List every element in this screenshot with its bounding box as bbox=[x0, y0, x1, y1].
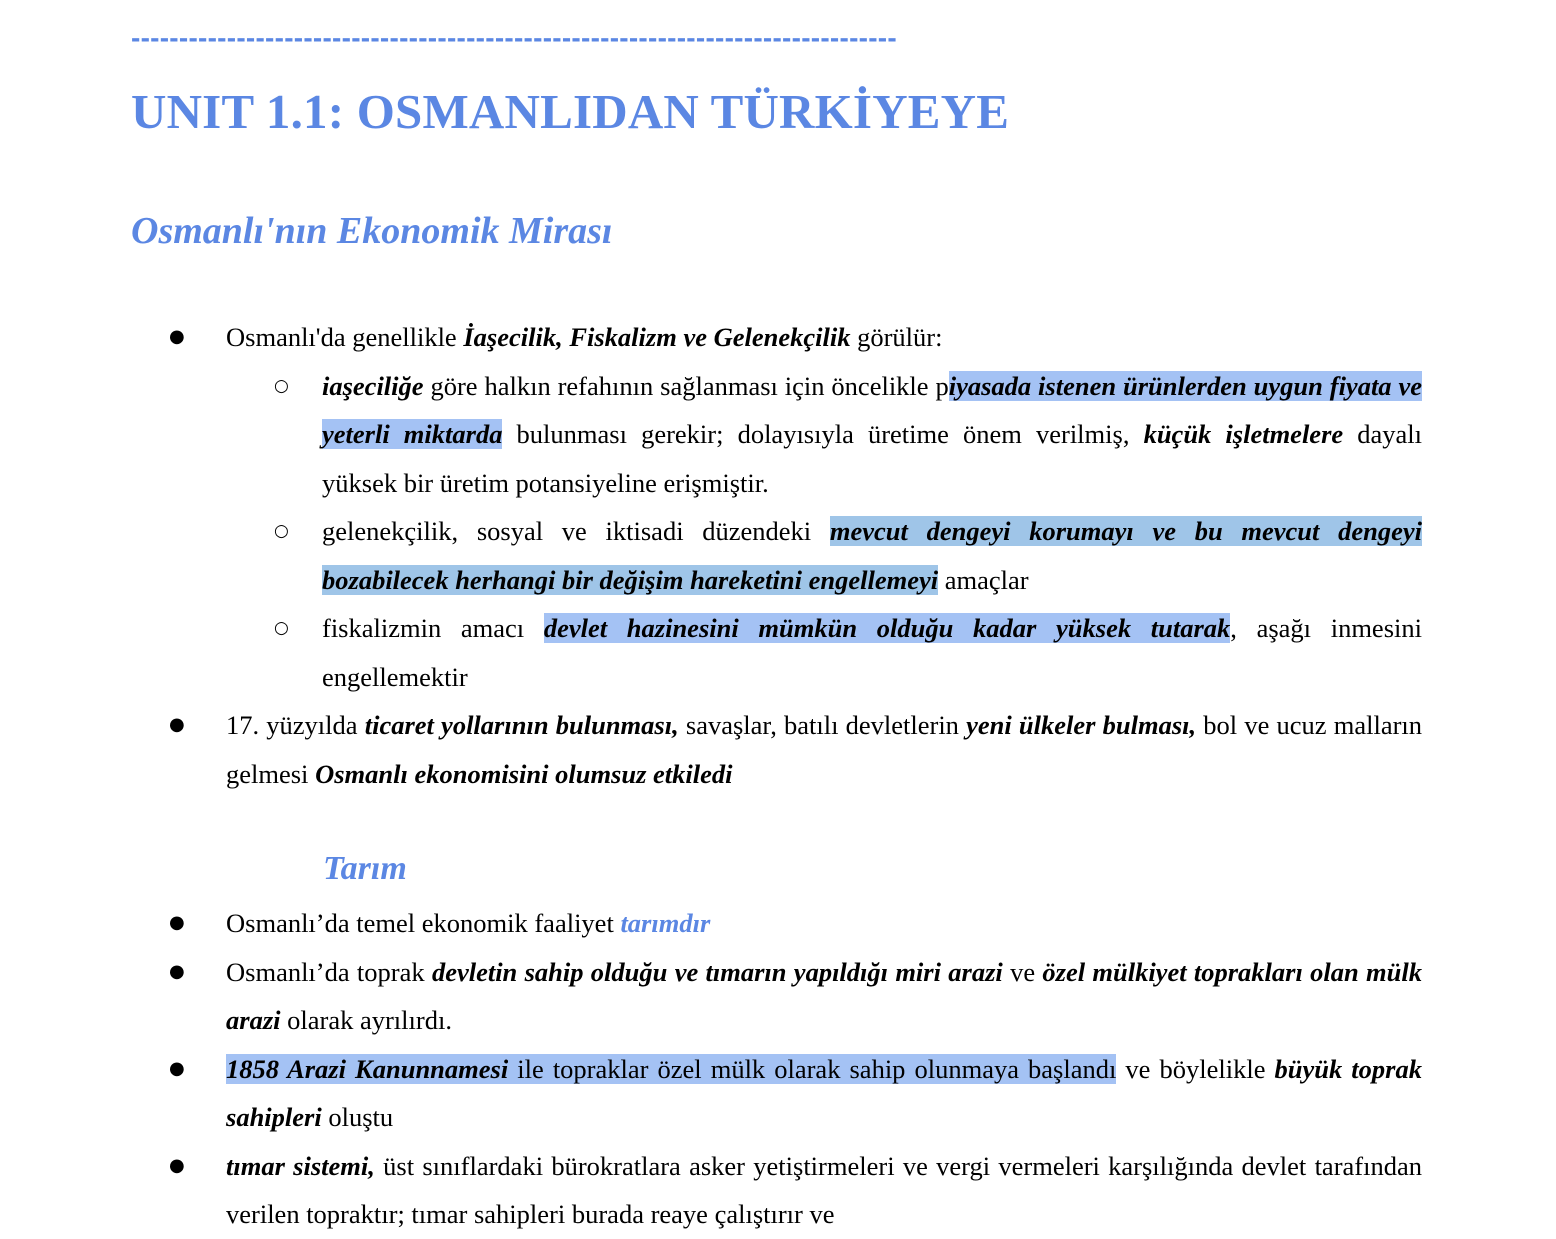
text: görülür: bbox=[850, 322, 943, 352]
list-item bbox=[169, 948, 1422, 1045]
section-heading-tarim: Tarım bbox=[323, 850, 407, 887]
highlighted-emphasis-text: 1858 Arazi Kanunnamesi bbox=[226, 1053, 509, 1084]
emphasis-text: İaşecilik, Fiskalizm ve Gelenekçilik bbox=[463, 322, 851, 352]
text: fiskalizmin amacı bbox=[322, 613, 544, 643]
text: gelenekçilik, sosyal ve iktisadi düzendeki bbox=[322, 516, 830, 546]
bullet-filled-icon: ● bbox=[169, 714, 185, 735]
list-item bbox=[169, 313, 1422, 362]
emphasis-text: yeni ülkeler bulması, bbox=[966, 710, 1197, 740]
text: oluştu bbox=[321, 1102, 394, 1132]
page-title: UNIT 1.1: OSMANLIDAN TÜRKİYEYE bbox=[131, 84, 1010, 139]
text: 17. yüzyılda bbox=[226, 710, 365, 740]
bullet-filled-icon: ● bbox=[169, 326, 185, 347]
text: bulunması gerekir; dolayısıyla üretime önem verilmiş, bbox=[502, 419, 1144, 449]
dashed-divider: -------------------------------------------------------------------------------- bbox=[131, 22, 897, 53]
bullet-filled-icon: ● bbox=[169, 1154, 185, 1176]
bullet-filled-icon: ● bbox=[169, 960, 185, 982]
list-item bbox=[169, 899, 1422, 948]
sub-list-item bbox=[274, 604, 1422, 701]
text: Osmanlı’da temel ekonomik faaliyet bbox=[226, 908, 621, 938]
text: bol ve ucuz malların gelmesi bbox=[226, 710, 1423, 789]
list-item bbox=[169, 1045, 1422, 1142]
text: göre halkın refahının sağlanması için öncelikle p bbox=[423, 370, 949, 401]
text: , aşağı inmesini engellemektir bbox=[322, 613, 1422, 692]
emphasis-text: devletin sahip olduğu ve tımarın yapıldığı miri arazi bbox=[431, 956, 1003, 987]
bullet-filled-icon: ● bbox=[169, 912, 185, 933]
text: Osmanlı’da toprak bbox=[226, 956, 432, 987]
emphasis-text: iaşeciliğe bbox=[322, 370, 424, 401]
bullet-hollow-icon: ○ bbox=[274, 375, 289, 396]
emphasis-text: özel mülkiyet toprakları olan mülk arazi bbox=[226, 956, 1422, 1035]
list-item bbox=[169, 1142, 1422, 1239]
text: ve bbox=[1002, 956, 1043, 987]
text: üst sınıflardaki bürokratlara asker yetiştirmeleri ve vergi vermeleri karşılığında devlet tarafından verilen topraktır; tımar sahipleri burada reaye çalıştırır ve bbox=[226, 1150, 1422, 1229]
bullet-hollow-icon: ○ bbox=[274, 521, 289, 541]
emphasis-text: küçük işletmelere bbox=[1143, 419, 1344, 449]
text: olarak ayrılırdı. bbox=[280, 1005, 452, 1035]
highlighted-text: devlet hazinesini mümkün olduğu kadar yüksek tutarak bbox=[543, 613, 1231, 643]
accent-emphasis-text: tarımdır bbox=[620, 908, 711, 938]
sub-list-item bbox=[274, 362, 1422, 508]
highlighted-text: mevcut dengeyi korumayı ve bu mevcut dengeyi bozabilecek herhangi bir değişim hareketini engellemeyi bbox=[322, 516, 1422, 595]
text: Osmanlı'da genellikle bbox=[226, 322, 464, 352]
highlighted-text: ile topraklar özel mülk olarak sahip olunmaya başlandı bbox=[508, 1053, 1117, 1084]
emphasis-text: ticaret yollarının bulunması, bbox=[364, 710, 679, 740]
sub-list-item bbox=[274, 507, 1422, 604]
highlighted-text: iyasada istenen ürünlerden uygun fiyata ve yeterli miktarda bbox=[322, 370, 1422, 449]
text: savaşlar, batılı devletlerin bbox=[678, 710, 967, 740]
emphasis-text: tımar sistemi, bbox=[226, 1150, 375, 1181]
text: ve böylelikle bbox=[1116, 1053, 1275, 1084]
text: dayalı yüksek bir üretim potansiyeline erişmiştir. bbox=[322, 419, 1422, 498]
bullet-hollow-icon: ○ bbox=[274, 618, 289, 638]
emphasis-text: Osmanlı ekonomisini olumsuz etkiledi bbox=[315, 758, 733, 789]
section-heading-ekonomik-miras: Osmanlı'nın Ekonomik Mirası bbox=[131, 210, 613, 252]
emphasis-text: büyük toprak sahipleri bbox=[226, 1053, 1422, 1132]
text: amaçlar bbox=[938, 564, 1029, 595]
section-tarim bbox=[0, 899, 1556, 1239]
list-item bbox=[169, 701, 1423, 798]
bullet-filled-icon: ● bbox=[169, 1057, 185, 1079]
section-ekonomik-miras bbox=[0, 313, 1556, 798]
